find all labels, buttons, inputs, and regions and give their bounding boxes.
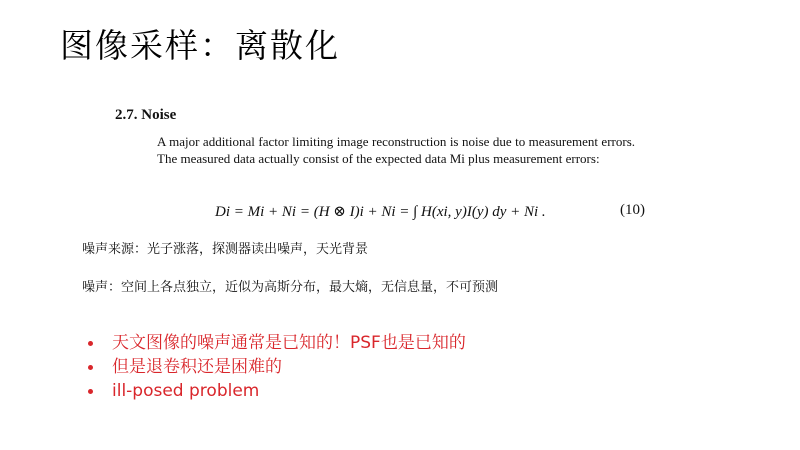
bullet-text: ill-posed problem	[112, 381, 260, 401]
excerpt-heading: 2.7. Noise	[115, 107, 177, 123]
bullet-dot-icon	[88, 365, 93, 370]
slide-title: 图像采样：离散化	[60, 26, 340, 65]
equation-text: Di = Mi + Ni = (H ⊗ I)i + Ni = ∫ H(xi, y)I(y) dy + Ni .	[215, 204, 546, 220]
bullet-item	[88, 356, 466, 380]
note-noise-sources: 噪声来源：光子涨落，探测器读出噪声，天光背景	[82, 242, 369, 257]
paper-excerpt	[115, 107, 635, 167]
bullet-list	[88, 332, 466, 404]
excerpt-paragraph: A major additional factor limiting image reconstruction is noise due to measurement errors. The measured data actually consist of the expected data Mi plus measurement errors:	[157, 134, 635, 166]
bullet-text: 但是退卷积还是困难的	[112, 357, 282, 377]
bullet-item	[88, 332, 466, 356]
bullet-text: 天文图像的噪声通常是已知的！PSF也是已知的	[112, 333, 466, 353]
bullet-item	[88, 380, 466, 404]
bullet-dot-icon	[88, 341, 93, 346]
bullet-dot-icon	[88, 389, 93, 394]
equation-number: (10)	[620, 202, 645, 218]
noise-equation	[215, 198, 645, 224]
note-noise-properties: 噪声：空间上各点独立，近似为高斯分布，最大熵，无信息量，不可预测	[82, 280, 499, 295]
